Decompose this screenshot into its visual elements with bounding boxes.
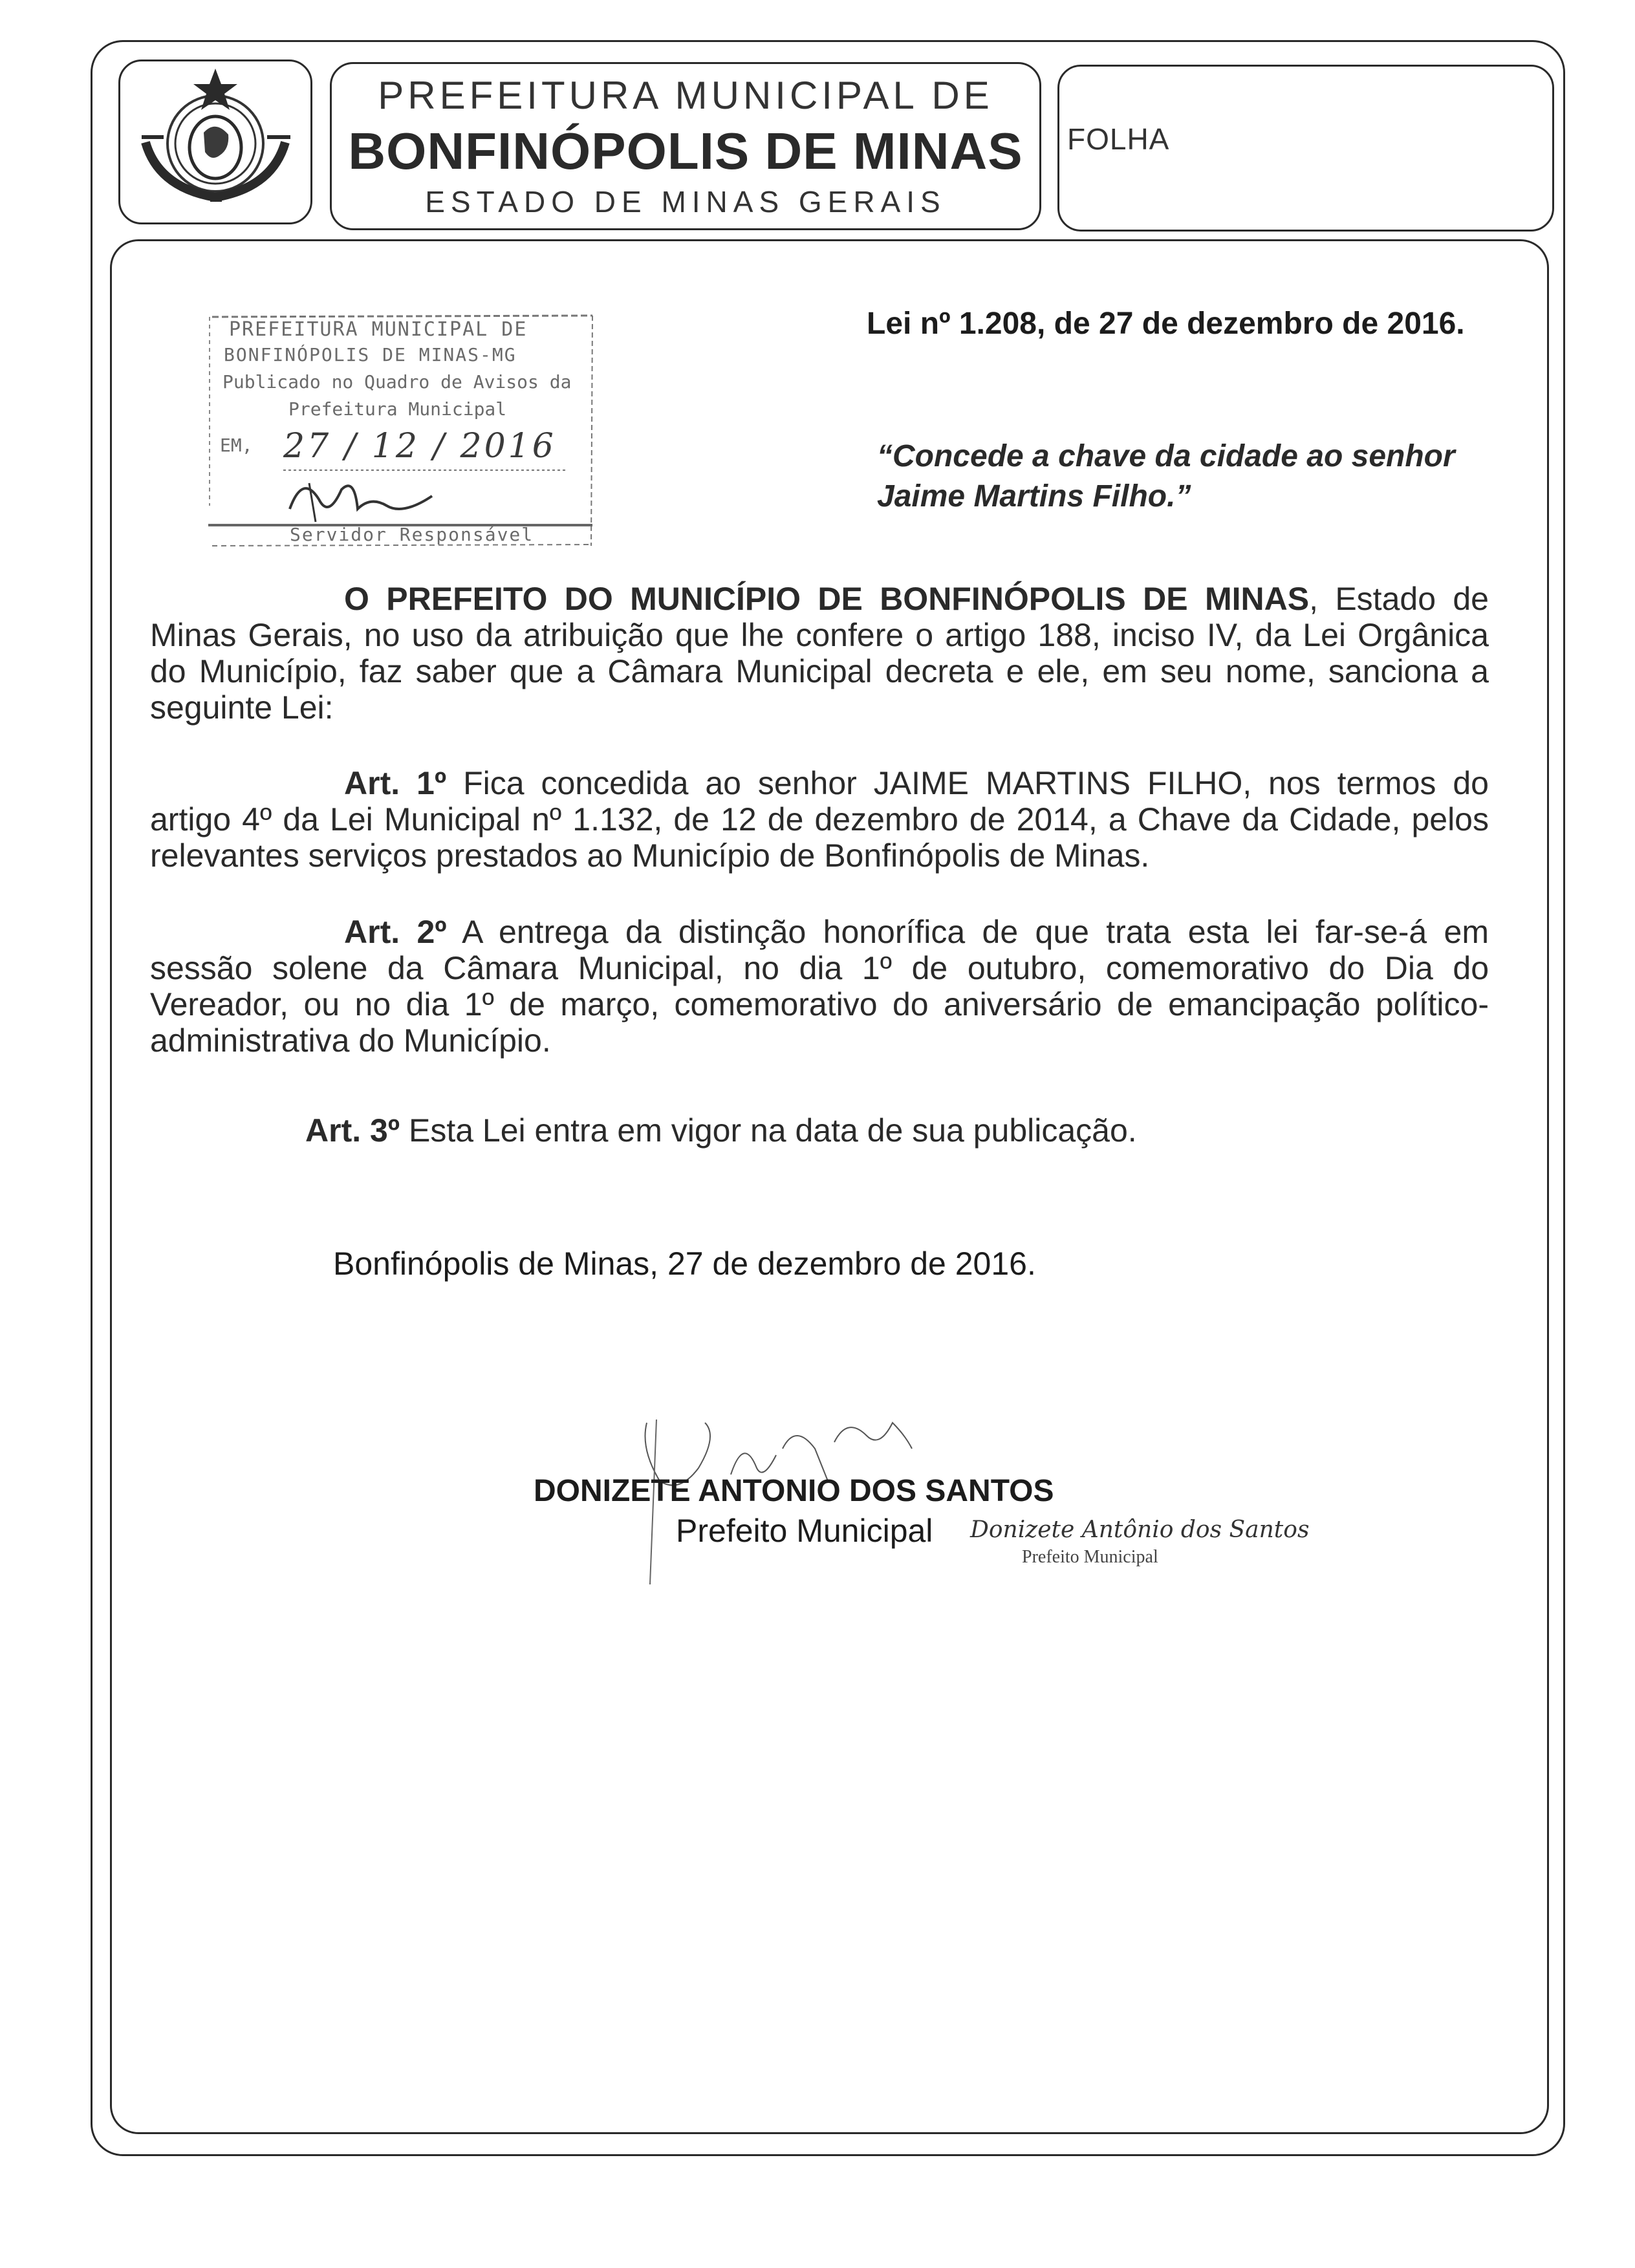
article-2-label: Art. 2º [344,914,447,950]
header-state: ESTADO DE MINAS GERAIS [425,185,946,219]
folha-label: FOLHA [1067,122,1170,156]
article-2 [150,914,1489,1059]
signature-stamp-role: Prefeito Municipal [1022,1547,1158,1567]
article-1 [150,765,1489,874]
header-line-1: PREFEITURA MUNICIPAL DE [378,74,993,117]
signer-role: Prefeito Municipal [676,1513,933,1549]
law-number: Lei nº 1.208, de 27 de dezembro de 2016. [867,307,1465,341]
header-municipality-name: BONFINÓPOLIS DE MINAS [348,122,1023,180]
publication-stamp [206,312,597,548]
stamp-line-1: PREFEITURA MUNICIPAL DE [229,318,528,341]
stamp-line-2: BONFINÓPOLIS DE MINAS-MG [224,344,517,365]
article-3 [305,1112,1469,1149]
signature-stamp-name: Donizete Antônio dos Santos [970,1517,1310,1543]
preamble-bold: O PREFEITO DO MUNICÍPIO DE BONFINÓPOLIS DE MINAS [344,581,1310,617]
stamp-signature-icon [283,470,439,528]
preamble [150,581,1489,726]
article-2-text: A entrega da distinção honorífica de que trata esta lei far-se-á em sessão solene da Câmara Municipal, no dia 1º de outubro, comemorativo do Dia do Vereador, ou no dia 1º de março, comemorativo do aniversário de emancipação político-administrativa do Município. [150,914,1489,1059]
law-summary: “Concede a chave da cidade ao senhor Jaime Martins Filho.” [877,439,1455,513]
stamp-date: 27 / 12 / 2016 [283,427,556,466]
article-1-label: Art. 1º [344,765,447,801]
stamp-footer: Servidor Responsável [290,524,534,545]
stamp-line-3: Publicado no Quadro de Avisos da [222,371,572,393]
preamble-text: , Estado de Minas Gerais, no uso da atribuição que lhe confere o artigo 188, inciso IV, da Lei Orgânica do Município, faz saber que a Câmara Municipal decreta e ele, em seu nome, sanciona a seguinte Lei: [150,581,1489,726]
article-3-label: Art. 3º [305,1112,400,1149]
article-1-text: Fica concedida ao senhor JAIME MARTINS FILHO, nos termos do artigo 4º da Lei Municipal nº 1.132, de 12 de dezembro de 2014, a Chave da Cidade, pelos relevantes serviços prestados ao Município de Bonfinópolis de Minas. [150,765,1489,874]
stamp-em-label: EM, [220,435,253,456]
stamp-line-4: Prefeitura Municipal [288,398,507,420]
coat-of-arms-icon [133,65,301,223]
place-date: Bonfinópolis de Minas, 27 de dezembro de 2016. [333,1246,1036,1282]
signer-name: DONIZETE ANTONIO DOS SANTOS [534,1474,1054,1508]
article-3-text: Esta Lei entra em vigor na data de sua publicação. [400,1112,1137,1149]
